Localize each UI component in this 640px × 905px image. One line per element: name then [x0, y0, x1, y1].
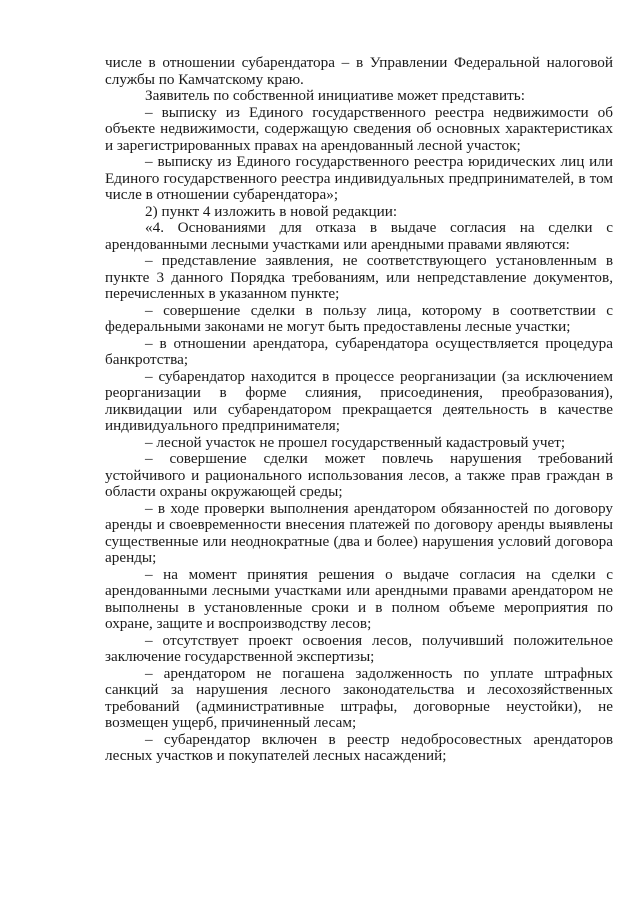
list-item-no-development-project: – отсутствует проект освоения лесов, получивший положительное заключение государственной экспертизы; — [105, 631, 613, 665]
list-item-legal-entities-extract: – выписку из Единого государственного реестра юридических лиц или Единого государственного реестра индивидуальных предпринимателей, в том числе в отношении субарендатора»; — [105, 153, 613, 203]
list-item-unfair-register: – субарендатор включен в реестр недобросовестных арендаторов лесных участков и покупателей лесных насаждений; — [105, 730, 613, 764]
paragraph-continuation: числе в отношении субарендатора – в Управлении Федеральной налоговой службы по Камчатскому краю. — [105, 54, 613, 88]
list-item-unpaid-penalties: – арендатором не погашена задолженность по уплате штрафных санкций за нарушения лесного законодательства и лесохозяйственных требований (административные штрафы, договорные неустойки), не возмещен ущерб, причиненный лесам; — [105, 664, 613, 731]
list-item-forest-protection: – на момент принятия решения о выдаче согласия на сделки с арендованными лесными участками или арендными правами арендатором не выполнены в установленные сроки и в полном объеме мероприятия по охране, защите и воспроизводству лесов; — [105, 565, 613, 632]
list-item-sustainability-violation: – совершение сделки может повлечь нарушения требований устойчивого и рационального использования лесов, а также прав граждан в области охраны окружающей среды; — [105, 450, 613, 500]
list-item-reorganization: – субарендатор находится в процессе реорганизации (за исключением реорганизации в форме слияния, присоединения, преобразования), ликвидации или субарендатором прекращается деятельность в качестве индивидуального предпринимателя; — [105, 367, 613, 434]
list-item-lease-violations: – в ходе проверки выполнения арендатором обязанностей по договору аренды и своевременности внесения платежей по договору аренды выявлены существенные или неоднократные (два и более) нарушения условий договора аренды; — [105, 499, 613, 566]
paragraph-point-4-heading: «4. Основаниями для отказа в выдаче согласия на сделки с арендованными лесными участками или арендными правами являются: — [105, 219, 613, 253]
paragraph-point-2: 2) пункт 4 изложить в новой редакции: — [145, 202, 398, 220]
list-item-application-mismatch: – представление заявления, не соответствующего установленным в пункте 3 данного Порядка требованиям, или непредставление документов, перечисленных в указанном пункте; — [105, 252, 613, 302]
document-body — [105, 55, 613, 765]
list-item-transaction-recipient: – совершение сделки в пользу лица, которому в соответствии с федеральными законами не могут быть предоставлены лесные участки; — [105, 301, 613, 335]
list-item-real-estate-extract: – выписку из Единого государственного реестра недвижимости об объекте недвижимости, содержащую сведения об основных характеристиках и зарегистрированных правах на арендованный лесной участок; — [105, 103, 613, 154]
list-item-cadastral-registration: – лесной участок не прошел государственный кадастровый учет; — [145, 433, 566, 451]
paragraph-applicant-may-submit: Заявитель по собственной инициативе может представить: — [145, 87, 525, 104]
list-item-bankruptcy: – в отношении арендатора, субарендатора осуществляется процедура банкротства; — [105, 334, 613, 368]
